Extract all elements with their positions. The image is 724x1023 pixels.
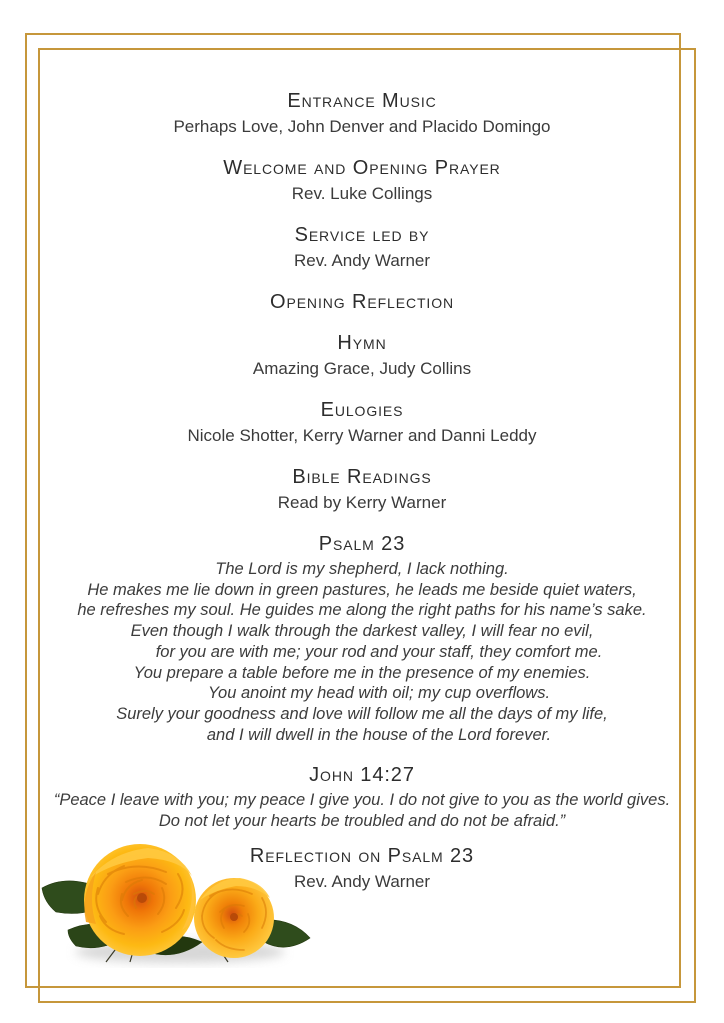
section-heading: Eulogies bbox=[320, 399, 404, 421]
scripture-line: You prepare a table before me in the presence of my enemies. bbox=[133, 663, 591, 682]
scripture-line: and I will dwell in the house of the Lord forever. bbox=[206, 725, 552, 744]
scripture-line: He makes me lie down in green pastures, he leads me beside quiet waters, bbox=[87, 580, 637, 599]
section-heading: Psalm 23 bbox=[318, 533, 406, 555]
scripture-line: for you are with me; your rod and your staff, they comfort me. bbox=[155, 642, 603, 661]
section-heading: Welcome and Opening Prayer bbox=[223, 157, 501, 179]
scripture-line: “Peace I leave with you; my peace I give you. I do not give to you as the world gives. bbox=[53, 791, 671, 810]
section-heading: Bible Readings bbox=[292, 466, 432, 488]
section-line: Perhaps Love, John Denver and Placido Domingo bbox=[173, 117, 551, 136]
rose-small bbox=[194, 878, 274, 958]
section-line: Rev. Andy Warner bbox=[293, 251, 431, 270]
section-line: Rev. Andy Warner bbox=[293, 871, 431, 891]
section-hymn bbox=[0, 332, 724, 380]
yellow-roses-image bbox=[30, 838, 320, 968]
section-heading: John 14:27 bbox=[309, 764, 415, 787]
scripture-line: Do not let your hearts be troubled and do not be afraid.” bbox=[158, 812, 566, 831]
section-heading: Service led by bbox=[294, 224, 430, 246]
scripture-line: he refreshes my soul. He guides me along the right paths for his name’s sake. bbox=[77, 601, 647, 620]
section-heading: Reflection on Psalm 23 bbox=[249, 844, 475, 867]
section-line: Nicole Shotter, Kerry Warner and Danni Leddy bbox=[187, 426, 537, 445]
section-line: Amazing Grace, Judy Collins bbox=[252, 359, 472, 378]
section-psalm-23 bbox=[0, 533, 724, 745]
section-john-14-27 bbox=[0, 764, 724, 831]
section-entrance-music bbox=[0, 90, 724, 138]
scripture-line: Even though I walk through the darkest valley, I will fear no evil, bbox=[130, 622, 594, 641]
section-eulogies bbox=[0, 399, 724, 447]
section-heading: Entrance Music bbox=[287, 90, 437, 112]
section-opening-reflection bbox=[0, 291, 724, 313]
scripture-line: The Lord is my shepherd, I lack nothing. bbox=[215, 560, 509, 578]
section-bible-readings bbox=[0, 466, 724, 514]
rose-large bbox=[84, 844, 196, 956]
scripture-line: Surely your goodness and love will follow me all the days of my life, bbox=[116, 704, 608, 723]
service-program bbox=[0, 90, 724, 912]
section-welcome-opening-prayer bbox=[0, 157, 724, 205]
section-heading: Hymn bbox=[337, 332, 387, 354]
section-service-led-by bbox=[0, 224, 724, 272]
section-heading: Opening Reflection bbox=[270, 291, 454, 313]
section-line: Read by Kerry Warner bbox=[277, 493, 447, 512]
scripture-line: You anoint my head with oil; my cup overflows. bbox=[207, 684, 551, 703]
section-line: Rev. Luke Collings bbox=[291, 184, 433, 203]
